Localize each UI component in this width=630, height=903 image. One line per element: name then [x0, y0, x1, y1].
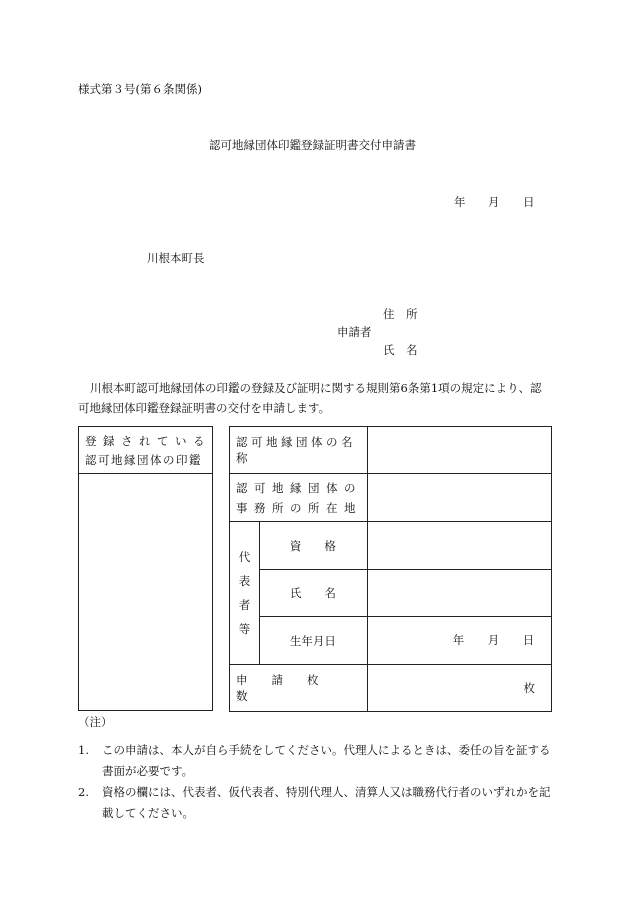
applicant-address-label: 住 所: [383, 307, 418, 321]
note-text: 資格の欄には、代表者、仮代表者、特別代理人、清算人又は職務代行者のいずれかを記載してください。: [102, 785, 551, 820]
count-field[interactable]: [367, 665, 551, 712]
rep-name-label: 氏 名: [289, 586, 336, 600]
notes-list: [78, 740, 553, 824]
note-number: 1.: [78, 743, 89, 757]
birth-year: 年: [452, 633, 465, 647]
seal-stamp-area[interactable]: [79, 474, 212, 710]
representative-label: [230, 522, 260, 665]
org-name-field[interactable]: [367, 427, 551, 474]
seal-box: [78, 426, 213, 711]
rep-char: 代: [238, 550, 251, 564]
applicant-name-label: 氏 名: [383, 343, 418, 357]
office-address-field[interactable]: [367, 474, 551, 522]
birthdate-label-cell: [259, 617, 367, 665]
org-name-label-cell: [230, 427, 368, 474]
date-year: 年: [454, 195, 466, 209]
count-label: 申請枚数: [236, 673, 343, 703]
birth-day: 日: [522, 633, 535, 647]
body-text: 川根本町認可地縁団体の印鑑の登録及び証明に関する規則第6条第1項の規定により、認可地縁団体印鑑登録証明書の交付を申請します。: [78, 381, 542, 415]
note-item: [78, 782, 553, 824]
rep-char: 等: [238, 622, 251, 636]
form-number: 様式第３号(第６条関係): [78, 82, 202, 96]
seal-box-header: [79, 427, 212, 474]
note-item: [78, 740, 553, 782]
birthdate-label: 生年月日: [289, 633, 336, 648]
qualification-label: 資 格: [289, 538, 336, 553]
rep-char: 表: [238, 574, 251, 588]
application-table: [229, 426, 552, 712]
qualification-field[interactable]: [367, 522, 551, 570]
seal-box-line1: 登録されている: [85, 434, 211, 448]
note-text: この申請は、本人が自ら手続をしてください。代理人によるときは、委任の旨を証する書面が必要です。: [102, 743, 551, 778]
count-unit: 枚: [523, 681, 535, 695]
birthdate-field[interactable]: [367, 617, 551, 665]
birth-month: 月: [487, 633, 500, 647]
office-address-label-1: 認可地縁団体の: [236, 480, 362, 495]
page-title: 認可地縁団体印鑑登録証明書交付申請書: [209, 138, 416, 152]
org-name-label: 認可地縁団体の名称: [236, 435, 356, 465]
seal-box-line2: 認可地縁団体の印鑑: [85, 453, 202, 467]
office-address-label-cell: [230, 474, 368, 522]
addressee: 川根本町長: [147, 251, 205, 265]
rep-name-field[interactable]: [367, 570, 551, 617]
count-label-cell: [230, 665, 368, 712]
date-month: 月: [488, 195, 500, 209]
note-number: 2.: [78, 785, 89, 799]
office-address-label-2: 事務所の所在地: [236, 500, 362, 515]
rep-name-label-cell: [259, 570, 367, 617]
date-day: 日: [523, 195, 535, 209]
qualification-label-cell: [259, 522, 367, 570]
notes-header: （注）: [78, 715, 113, 729]
applicant-label: 申請者: [337, 325, 372, 339]
rep-char: 者: [238, 598, 251, 612]
